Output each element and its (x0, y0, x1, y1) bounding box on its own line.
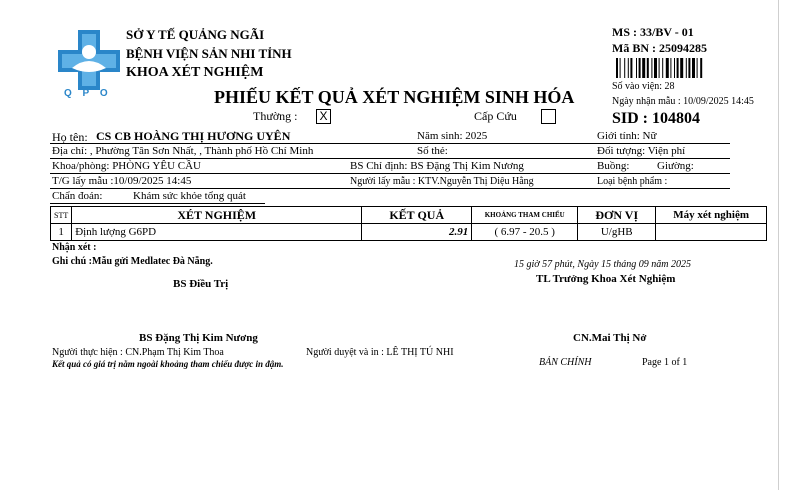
diagnosis: Khám sức khỏe tổng quát (133, 190, 246, 202)
row-result: 2.91 (362, 224, 472, 241)
routine-checkbox[interactable]: X (316, 109, 331, 124)
address: Địa chỉ: , Phường Tân Sơn Nhất, , Thành phố Hồ Chí Minh (52, 145, 314, 157)
divider (50, 158, 730, 159)
header-result: KẾT QUẢ (362, 207, 472, 224)
header-machine: Máy xét nghiệm (656, 207, 767, 224)
diagnosis-label: Chẩn đoán: (52, 190, 103, 202)
lab-head-title: TL Trưởng Khoa Xét Nghiệm (536, 273, 676, 285)
department: Khoa/phòng: PHÒNG YÊU CẦU (52, 160, 202, 172)
table-row (51, 224, 767, 241)
divider (50, 188, 730, 189)
page-number: Page 1 of 1 (642, 357, 688, 368)
row-stt: 1 (51, 224, 72, 241)
row-machine (656, 224, 767, 241)
row-test: Định lượng G6PD (72, 224, 362, 241)
results-table (50, 206, 767, 241)
header-unit: ĐƠN VỊ (578, 207, 656, 224)
patient-name: CS CB HOÀNG THỊ HƯƠNG UYÊN (96, 129, 291, 143)
gender: Giới tính: Nữ (597, 130, 657, 142)
patient-code: Mã BN : 25094285 (612, 41, 707, 55)
row-unit: U/gHB (578, 224, 656, 241)
barcode (616, 58, 766, 78)
lab-name: KHOA XÉT NGHIỆM (126, 65, 264, 80)
birth-year: Năm sinh: 2025 (417, 130, 488, 142)
specimen-type: Loại bệnh phẩm : (597, 176, 668, 187)
note-text: Ghi chú :Mẫu gửi Medlatec Đà Nẵng. (52, 256, 213, 267)
emergency-checkbox[interactable] (541, 109, 556, 124)
attending-doctor-title: BS Điều Trị (173, 278, 229, 290)
row-reference: ( 6.97 - 20.5 ) (472, 224, 578, 241)
barcode-icon (616, 58, 766, 78)
performed-by: Người thực hiện : CN.Phạm Thị Kim Thoa (52, 347, 224, 358)
logo-text: Q P O (64, 88, 112, 99)
insurance-card: Số thẻ: (417, 145, 448, 157)
emergency-label: Cấp Cứu (474, 109, 517, 123)
divider (50, 143, 730, 144)
approved-by: Người duyệt và in : LÊ THỊ TÚ NHI (306, 347, 454, 358)
page-edge (778, 0, 779, 490)
divider (50, 173, 730, 174)
admission-number: Số vào viện: 28 (612, 81, 675, 92)
original-copy-mark: BẢN CHÍNH (539, 357, 592, 368)
sample-received-date: Ngày nhận mẫu : 10/09/2025 14:45 (612, 96, 754, 107)
footnote: Kết quả có giá trị nằm ngoài khoảng tham chiếu được in đậm. (52, 359, 284, 369)
header-reference: KHOẢNG THAM CHIẾU (472, 207, 578, 224)
name-label: Họ tên: (52, 130, 88, 144)
table-header-row (51, 207, 767, 224)
hospital-logo (54, 24, 124, 102)
page-title: PHIẾU KẾT QUẢ XÉT NGHIỆM SINH HÓA (214, 87, 575, 107)
technician-signature-name: CN.Mai Thị Nở (573, 332, 647, 344)
payment-type: Đối tượng: Viện phí (597, 145, 686, 157)
header-stt: STT (51, 207, 72, 224)
routine-label: Thường : (253, 109, 298, 123)
header-test: XÉT NGHIỆM (72, 207, 362, 224)
ordering-doctor: BS Chỉ định: BS Đặng Thị Kim Nương (350, 160, 524, 172)
remarks-label: Nhận xét : (52, 242, 97, 253)
sid-label: SID : 104804 (612, 110, 701, 127)
form-code: MS : 33/BV - 01 (612, 25, 694, 39)
department-line: SỞ Y TẾ QUẢNG NGÃI (126, 27, 265, 42)
room: Buồng: (597, 160, 630, 172)
report-datetime: 15 giờ 57 phút, Ngày 15 tháng 09 năm 2025 (514, 259, 692, 270)
bed: Giường: (657, 160, 694, 172)
divider (50, 203, 265, 204)
sampling-time: T/G lấy mẫu :10/09/2025 14:45 (52, 175, 192, 187)
hospital-name: BỆNH VIỆN SẢN NHI TỈNH (126, 46, 292, 61)
sample-collector: Người lấy mẫu : KTV.Nguyễn Thị Diệu Hằng (350, 176, 534, 187)
doctor-signature-name: BS Đặng Thị Kim Nương (139, 332, 258, 344)
